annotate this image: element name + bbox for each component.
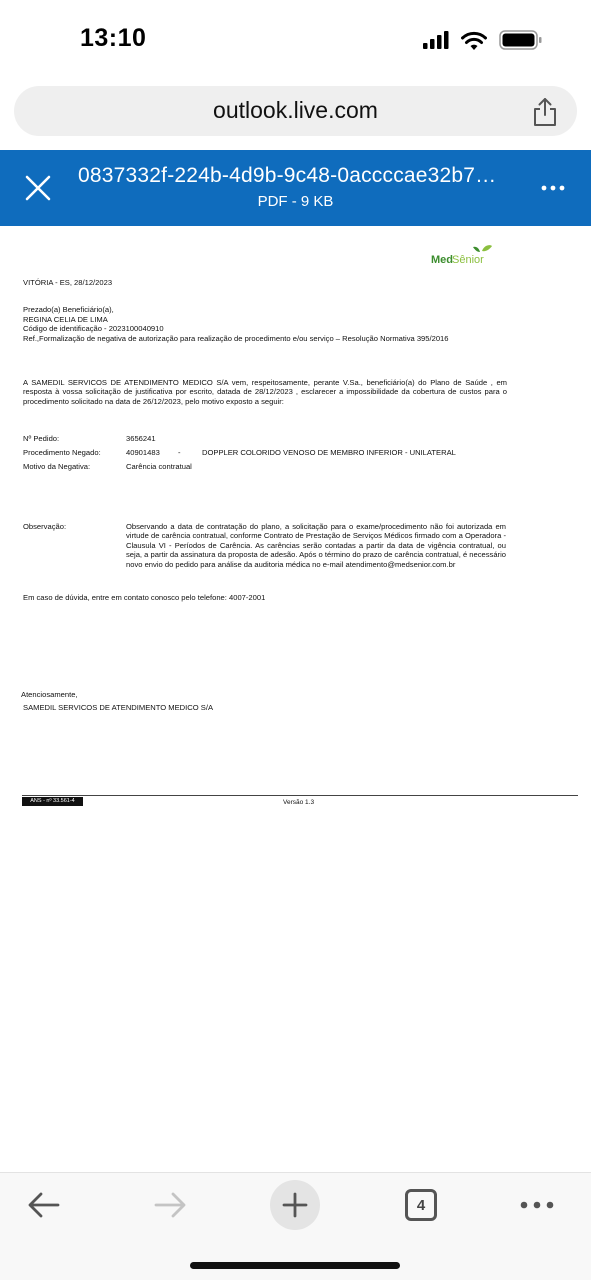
plus-icon — [282, 1192, 308, 1218]
denied-procedure-separator: - — [178, 448, 181, 457]
denied-procedure-label: Procedimento Negado: — [23, 448, 101, 457]
document-version: Versão 1.3 — [283, 799, 315, 806]
greeting: Prezado(a) Beneficiário(a), — [23, 305, 114, 314]
order-number-label: Nº Pedido: — [23, 434, 60, 443]
denied-procedure-code: 40901483 — [126, 448, 160, 457]
new-tab-button[interactable] — [267, 1178, 323, 1232]
forward-button[interactable] — [142, 1181, 198, 1229]
svg-text:Med: Med — [431, 254, 453, 266]
more-options-icon[interactable] — [541, 184, 565, 192]
beneficiary-name: REGINA CELIA DE LIMA — [23, 314, 108, 324]
identification-code: Código de identificação - 2023100040910 — [23, 324, 164, 333]
status-time: 13:10 — [80, 24, 147, 52]
back-button[interactable] — [16, 1181, 72, 1229]
tab-switcher-button[interactable] — [393, 1181, 449, 1229]
url-text[interactable]: outlook.live.com — [213, 97, 378, 123]
tab-count: 4 — [405, 1189, 437, 1221]
address-bar[interactable] — [14, 86, 577, 136]
back-arrow-icon — [28, 1192, 60, 1218]
status-icons — [423, 28, 543, 52]
more-horizontal-icon — [520, 1201, 554, 1209]
share-icon[interactable] — [531, 97, 559, 127]
svg-text:Sênior: Sênior — [452, 254, 484, 266]
pdf-document — [0, 226, 591, 1171]
observation-text: Observando a data de contratação do plano, a solicitação para o exame/procedimento não foi autorizada em virtude de carência contratual, conforme Contrato de Prestação de Serviços Médicos firmado com a Operadora - Clausula VI - Períodos de Carência. As carências serão contadas a partir da data de vigência contratual, ou seja, a partir da assinatura da proposta de adesão. Após o término do prazo de carência contratual, é necessário novo envio do pedido para análise da auditoria médica no e-mail atendimento@medsenior.com.br — [126, 522, 506, 569]
wifi-icon — [461, 31, 487, 50]
medsenior-logo — [430, 243, 494, 267]
order-number-value: 3656241 — [126, 434, 156, 443]
footer-divider — [22, 795, 578, 796]
denial-reason-value: Carência contratual — [126, 462, 192, 471]
body-paragraph: A SAMEDIL SERVICOS DE ATENDIMENTO MEDICO S/A vem, respeitosamente, perante V.Sa., beneficiário(a) do Plano de Saúde , em resposta à vossa solicitação de justificativa por escrito, datada de 28/12/2023 , esclarecer a impossibilidade da cobertura de custos para o procedimento solicitado na data de 26/12/2023, pelo motivo exposto a seguir: — [23, 378, 507, 406]
home-indicator[interactable] — [190, 1262, 400, 1269]
contact-line: Em caso de dúvida, entre em contato conosco pelo telefone: 4007-2001 — [23, 593, 266, 602]
place-date: VITÓRIA - ES, 28/12/2023 — [23, 278, 113, 287]
attachment-file-name: 0837332f-224b-4d9b-9c48-0accccae32b7… — [78, 164, 497, 187]
status-bar — [0, 0, 591, 80]
signature: SAMEDIL SERVICOS DE ATENDIMENTO MEDICO S/A — [23, 703, 214, 712]
denial-reason-label: Motivo da Negativa: — [23, 462, 91, 471]
denied-procedure-description: DOPPLER COLORIDO VENOSO DE MEMBRO INFERIOR - UNILATERAL — [202, 448, 456, 457]
attachment-header — [0, 150, 591, 226]
menu-button[interactable] — [509, 1181, 565, 1229]
cellular-signal-icon — [423, 31, 449, 49]
battery-full-icon — [499, 30, 543, 50]
closing: Atenciosamente, — [21, 690, 78, 699]
ans-badge: ANS - nº 33.561-4 — [22, 797, 83, 806]
attachment-file-meta: PDF - 9 KB — [257, 193, 334, 210]
observation-label: Observação: — [23, 522, 67, 531]
reference-line: Ref.,Formalização de negativa de autorização para realização de procedimento e/ou serviço – Resolução Normativa 395/2016 — [23, 333, 449, 343]
forward-arrow-icon — [154, 1192, 186, 1218]
